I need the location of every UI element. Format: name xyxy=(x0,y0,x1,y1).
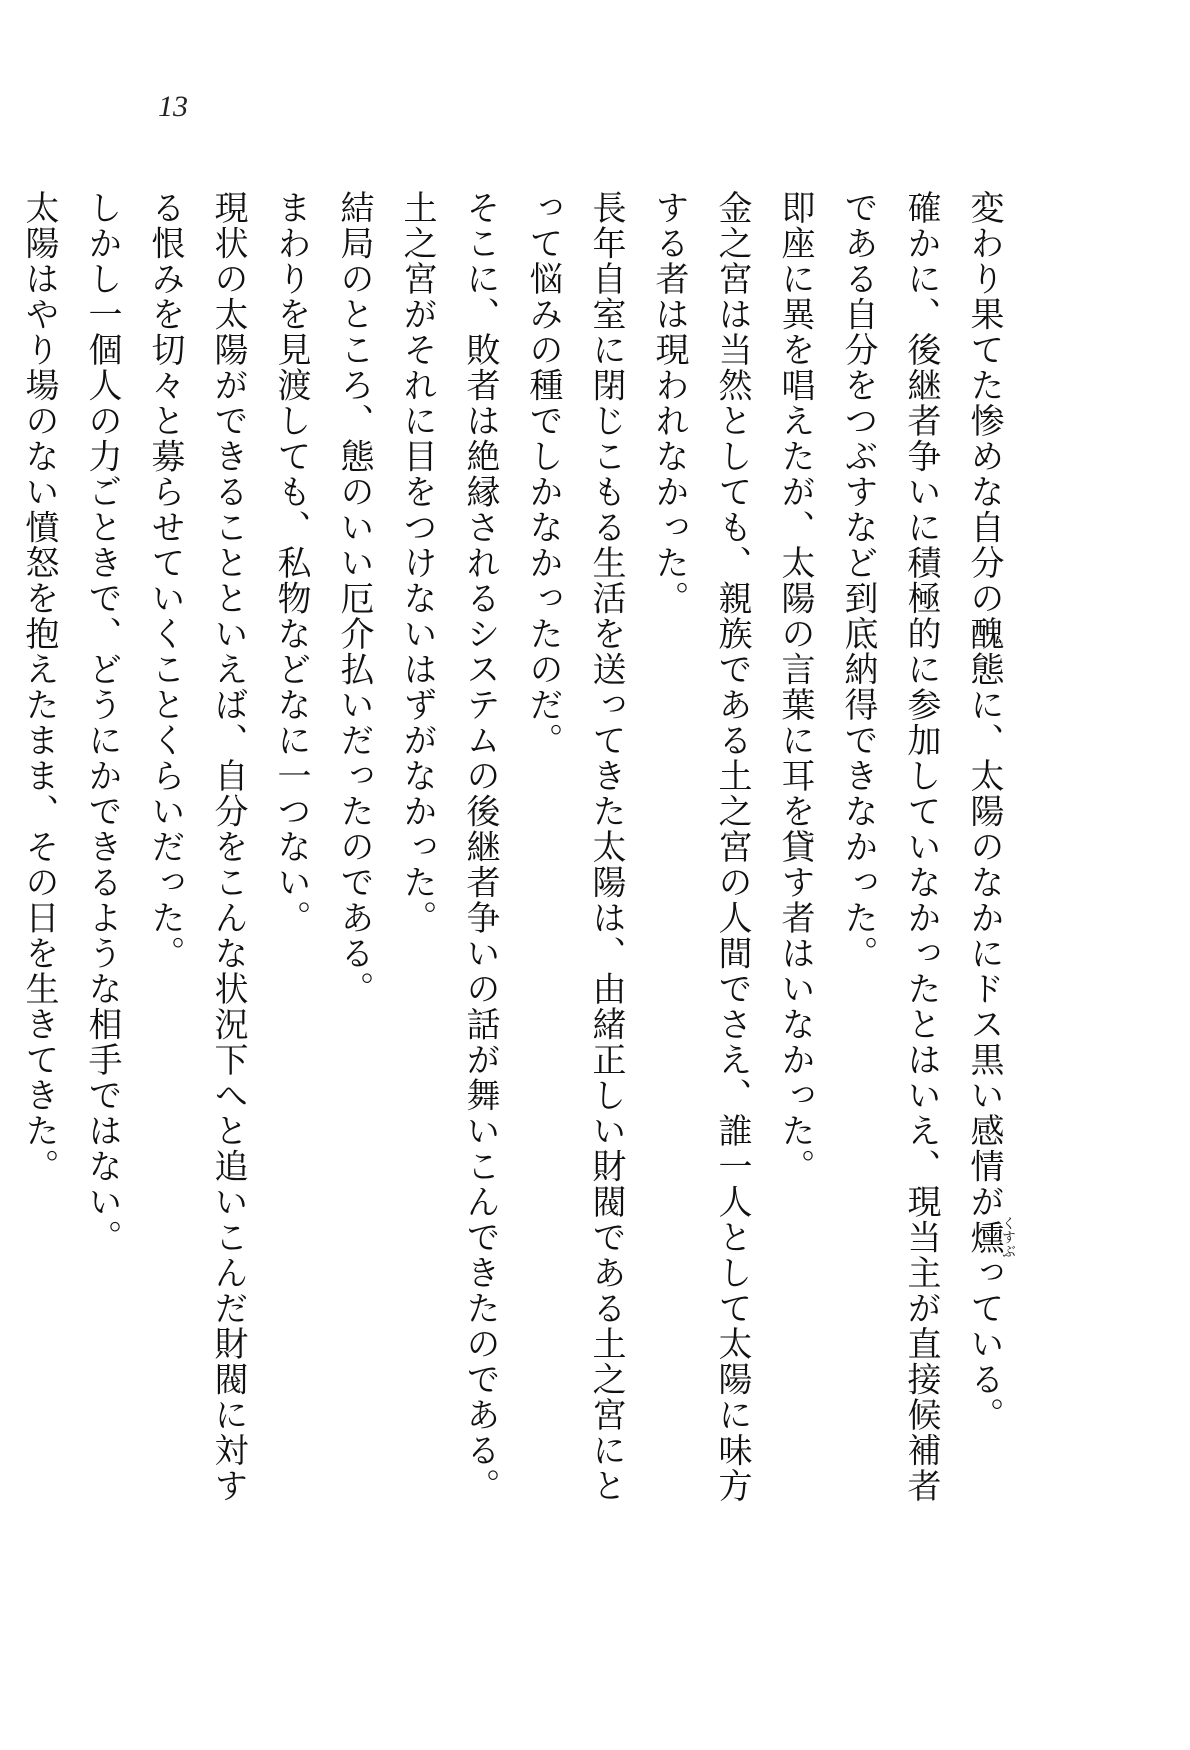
text-line-13: 現状の太陽ができることといえば、自分をこんな状況下へと追いこんだ財閥に対す xyxy=(208,190,248,1504)
text-line-1 xyxy=(952,190,1015,1570)
text-line-11: 結局のところ、態のいい厄介払いだったのである。 xyxy=(334,190,374,1007)
text-line-10: 土之宮がそれに目をつけないはずがなかった。 xyxy=(397,190,437,936)
ruby-base: 燻 xyxy=(964,1216,1004,1259)
text-line-14: る恨みを切々と募らせていくことくらいだった。 xyxy=(145,190,185,971)
text-line-8: って悩みの種でしかなかったのだ。 xyxy=(523,190,563,758)
text-line-1-part-a: 変わり果てた惨めな自分の醜態に、太陽のなかにドス黒い感情が xyxy=(964,190,1004,1220)
text-line-7: 長年自室に閉じこもる生活を送ってきた太陽は、由緒正しい財閥である土之宮にと xyxy=(586,190,626,1504)
text-line-9: そこに、敗者は絶縁されるシステムの後継者争いの話が舞いこんできたのである。 xyxy=(460,190,500,1504)
ruby-reading: くすぶ xyxy=(1000,1216,1016,1259)
text-line-3: である自分をつぶすなど到底納得できなかった。 xyxy=(838,190,878,971)
text-line-6: する者は現われなかった。 xyxy=(649,190,689,616)
text-line-17 xyxy=(0,190,7,1570)
text-line-5: 金之宮は当然としても、親族である土之宮の人間でさえ、誰一人として太陽に味方 xyxy=(712,190,752,1504)
text-line-16: 太陽はやり場のない憤怒を抱えたまま、その日を生きてきた。 xyxy=(19,190,59,1184)
text-line-15: しかし一個人の力ごときで、どうにかできるような相手ではない。 xyxy=(82,190,122,1255)
page-number: 13 xyxy=(158,90,188,123)
text-line-2: 確かに、後継者争いに積極的に参加していなかったとはいえ、現当主が直接候補者 xyxy=(901,190,941,1504)
text-line-12: まわりを見渡しても、私物などなに一つない。 xyxy=(271,190,311,936)
text-line-4: 即座に異を唱えたが、太陽の言葉に耳を貸す者はいなかった。 xyxy=(775,190,815,1184)
vertical-text-body xyxy=(0,190,1015,1570)
ruby-annotation xyxy=(964,1216,1016,1259)
text-line-1-part-b: っている。 xyxy=(964,1255,1004,1433)
